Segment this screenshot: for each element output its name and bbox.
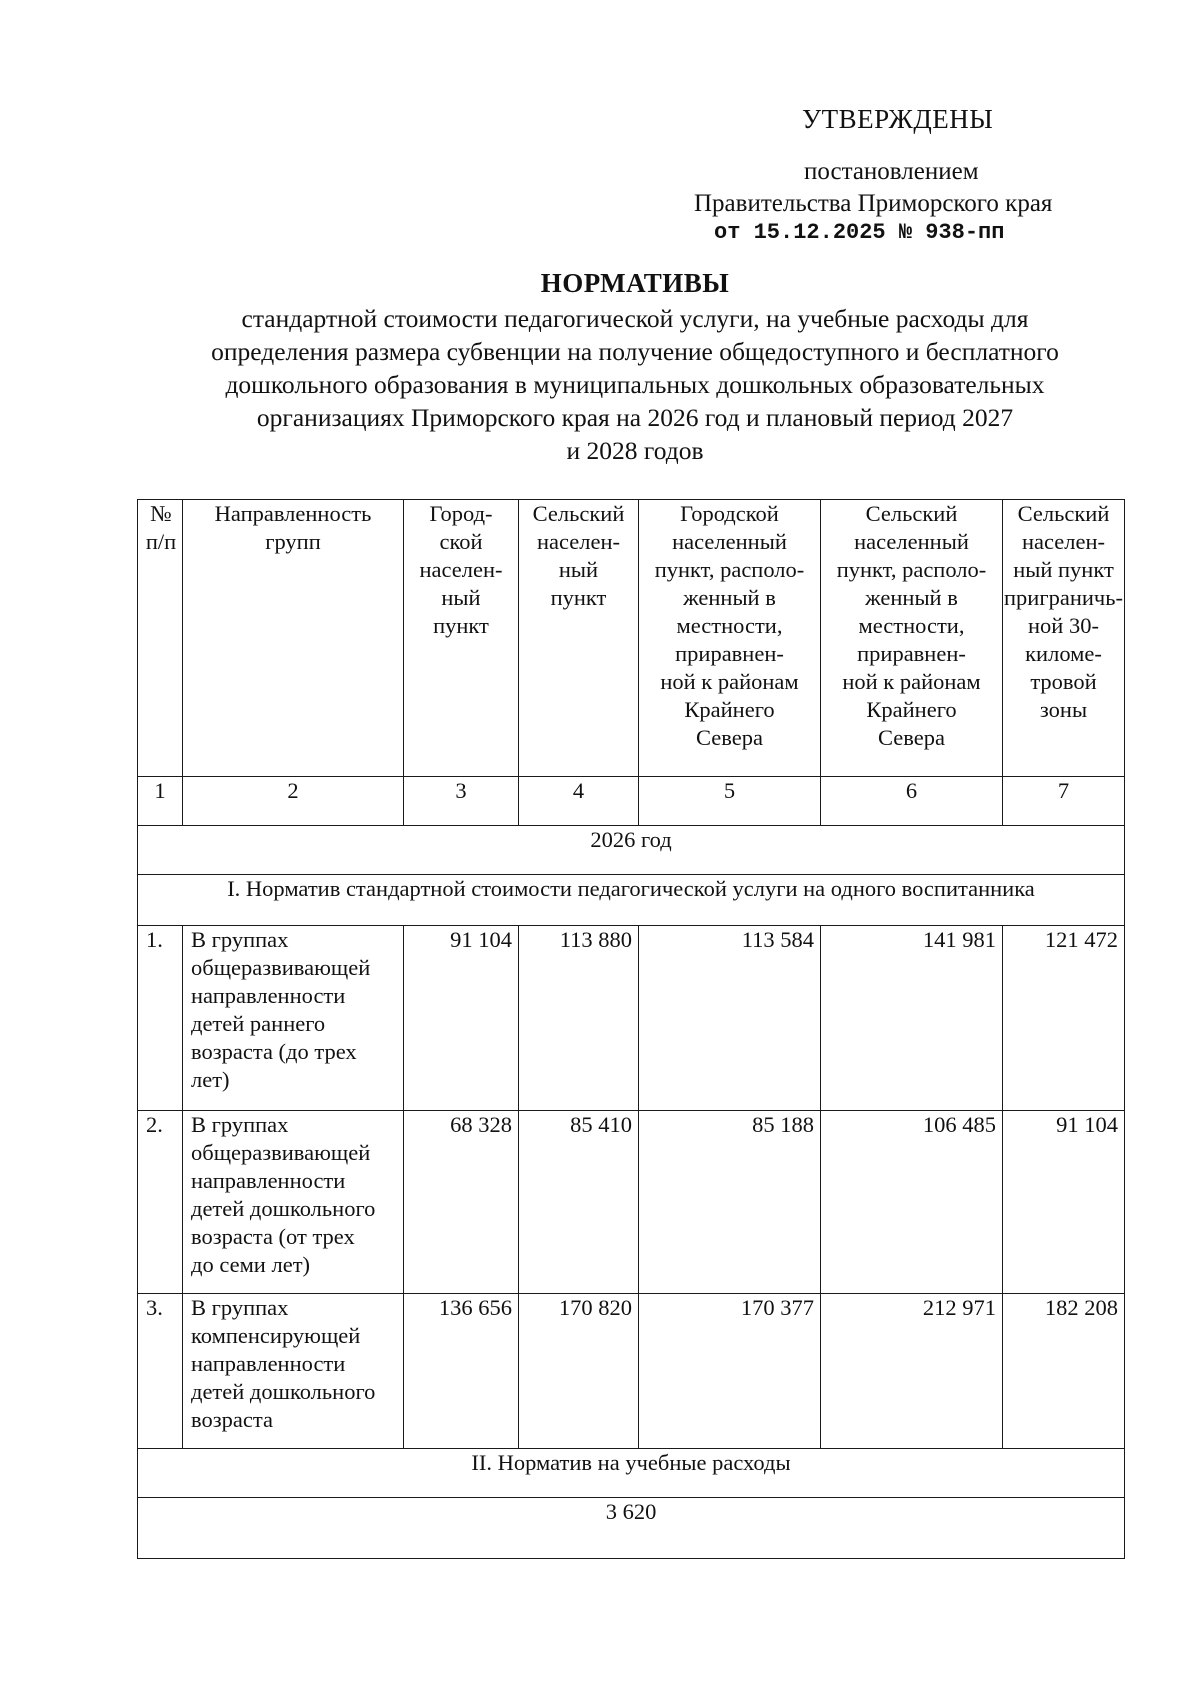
table-header-row (138, 500, 1125, 777)
column-header-line: населен- (419, 557, 503, 582)
column-header-line: Направленность (214, 501, 372, 526)
column-header-line: п/п (145, 529, 177, 554)
value-cell: 106 485 (821, 1111, 1003, 1294)
value-cell: 85 410 (519, 1111, 639, 1294)
value-cell: 170 377 (639, 1294, 821, 1449)
value-cell: 91 104 (404, 926, 519, 1111)
section-2-value: 3 620 (138, 1498, 1125, 1559)
column-header (183, 500, 404, 777)
approval-stamp: УТВЕРЖДЕНЫ (802, 104, 994, 134)
group-name-line: лет) (191, 1067, 230, 1092)
group-name-line: общеразвивающей (191, 1140, 371, 1165)
column-header-line: местности, (676, 613, 783, 638)
value-cell: 170 820 (519, 1294, 639, 1449)
document-subtitle (100, 302, 1170, 467)
value-cell: 121 472 (1003, 926, 1125, 1111)
column-header-line: ной 30- (1028, 613, 1099, 638)
decree-line-1: постановлением (804, 158, 979, 185)
norms-table (137, 499, 1125, 1559)
section-2-value-row (138, 1498, 1125, 1559)
group-name-line: В группах (191, 1112, 289, 1137)
subtitle-line: дошкольного образования в муниципальных дошкольных образовательных (225, 370, 1045, 399)
column-header-line: Городской (680, 501, 779, 526)
row-number: 1. (138, 926, 183, 1111)
column-header (821, 500, 1003, 777)
table-row (138, 1294, 1125, 1449)
value-cell: 212 971 (821, 1294, 1003, 1449)
value-cell: 136 656 (404, 1294, 519, 1449)
subtitle-line: стандартной стоимости педагогической услуги, на учебные расходы для (241, 304, 1029, 333)
value-cell: 91 104 (1003, 1111, 1125, 1294)
column-header-line: населенный (672, 529, 787, 554)
value-cell: 113 584 (639, 926, 821, 1111)
column-number-row (138, 777, 1125, 826)
row-group-name (183, 926, 404, 1111)
group-name-line: направленности (191, 1351, 346, 1376)
column-number: 5 (639, 777, 821, 826)
group-name-line: В группах (191, 927, 289, 952)
column-header-line: населен- (536, 529, 621, 554)
group-name-line: возраста (до трех (191, 1039, 357, 1064)
group-name-line: детей раннего (191, 1011, 326, 1036)
year-label: 2026 год (138, 826, 1125, 875)
column-header-line: местности, (858, 613, 965, 638)
column-header-line: № (150, 501, 172, 526)
column-header-line: приравнен- (675, 641, 784, 666)
column-header-line: Крайнего (866, 697, 957, 722)
column-header-line: Сельский (532, 501, 625, 526)
section-1-title: I. Норматив стандартной стоимости педагогической услуги на одного воспитанника (138, 875, 1125, 926)
column-header-line: ной к районам (842, 669, 981, 694)
column-header-line: ный (558, 557, 599, 582)
group-name-line: В группах (191, 1295, 289, 1320)
column-number: 2 (183, 777, 404, 826)
column-header-line: ный пункт (1013, 557, 1114, 582)
column-header-line: женный в (683, 585, 776, 610)
column-header (519, 500, 639, 777)
column-header-line: ной к районам (660, 669, 799, 694)
column-number: 1 (138, 777, 183, 826)
column-header-line: зоны (1039, 697, 1088, 722)
column-header-line: Город- (429, 501, 493, 526)
row-group-name (183, 1111, 404, 1294)
group-name-line: направленности (191, 983, 346, 1008)
row-group-name (183, 1294, 404, 1449)
column-header-line: киломе- (1025, 641, 1102, 666)
column-header (1003, 500, 1125, 777)
column-header-line: Сельский (1017, 501, 1110, 526)
table-row (138, 1111, 1125, 1294)
column-header-line: женный в (865, 585, 958, 610)
group-name-line: общеразвивающей (191, 955, 371, 980)
decree-number-date: от 15.12.2025 № 938-пп (714, 220, 1005, 245)
column-header-line: пункт, располо- (654, 557, 805, 582)
column-number: 3 (404, 777, 519, 826)
section-2-title: II. Норматив на учебные расходы (138, 1449, 1125, 1498)
column-header (639, 500, 821, 777)
value-cell: 141 981 (821, 926, 1003, 1111)
column-number: 7 (1003, 777, 1125, 826)
column-header-line: пункт (433, 613, 489, 638)
value-cell: 68 328 (404, 1111, 519, 1294)
group-name-line: детей дошкольного (191, 1379, 376, 1404)
column-header-line: пункт, располо- (836, 557, 987, 582)
row-number: 2. (138, 1111, 183, 1294)
column-header-line: приравнен- (857, 641, 966, 666)
year-row (138, 826, 1125, 875)
column-header-line: Сельский (865, 501, 958, 526)
column-header-line: населенный (854, 529, 969, 554)
column-header-line: населен- (1021, 529, 1106, 554)
table-row (138, 926, 1125, 1111)
column-number: 4 (519, 777, 639, 826)
row-number: 3. (138, 1294, 183, 1449)
decree-line-2: Правительства Приморского края (694, 190, 1053, 217)
section-row (138, 1449, 1125, 1498)
column-header (138, 500, 183, 777)
subtitle-line: определения размера субвенции на получение общедоступного и бесплатного (211, 337, 1059, 366)
group-name-line: компенсирующей (191, 1323, 361, 1348)
subtitle-line: и 2028 годов (566, 436, 704, 465)
column-header-line: тровой (1030, 669, 1097, 694)
column-header-line: групп (265, 529, 321, 554)
column-header-line: пункт (550, 585, 607, 610)
column-header-line: ской (439, 529, 483, 554)
column-header-line: Севера (696, 725, 763, 750)
section-row (138, 875, 1125, 926)
group-name-line: до семи лет) (191, 1252, 311, 1277)
subtitle-line: организациях Приморского края на 2026 год и плановый период 2027 (256, 403, 1014, 432)
group-name-line: возраста (от трех (191, 1224, 355, 1249)
group-name-line: детей дошкольного (191, 1196, 376, 1221)
column-number: 6 (821, 777, 1003, 826)
column-header (404, 500, 519, 777)
column-header-line: Крайнего (684, 697, 775, 722)
column-header-line: приграничь- (1004, 585, 1123, 610)
document-title: НОРМАТИВЫ (540, 268, 730, 298)
column-header-line: ный (441, 585, 481, 610)
group-name-line: возраста (191, 1407, 273, 1432)
value-cell: 85 188 (639, 1111, 821, 1294)
value-cell: 113 880 (519, 926, 639, 1111)
group-name-line: направленности (191, 1168, 346, 1193)
column-header-line: Севера (878, 725, 945, 750)
value-cell: 182 208 (1003, 1294, 1125, 1449)
